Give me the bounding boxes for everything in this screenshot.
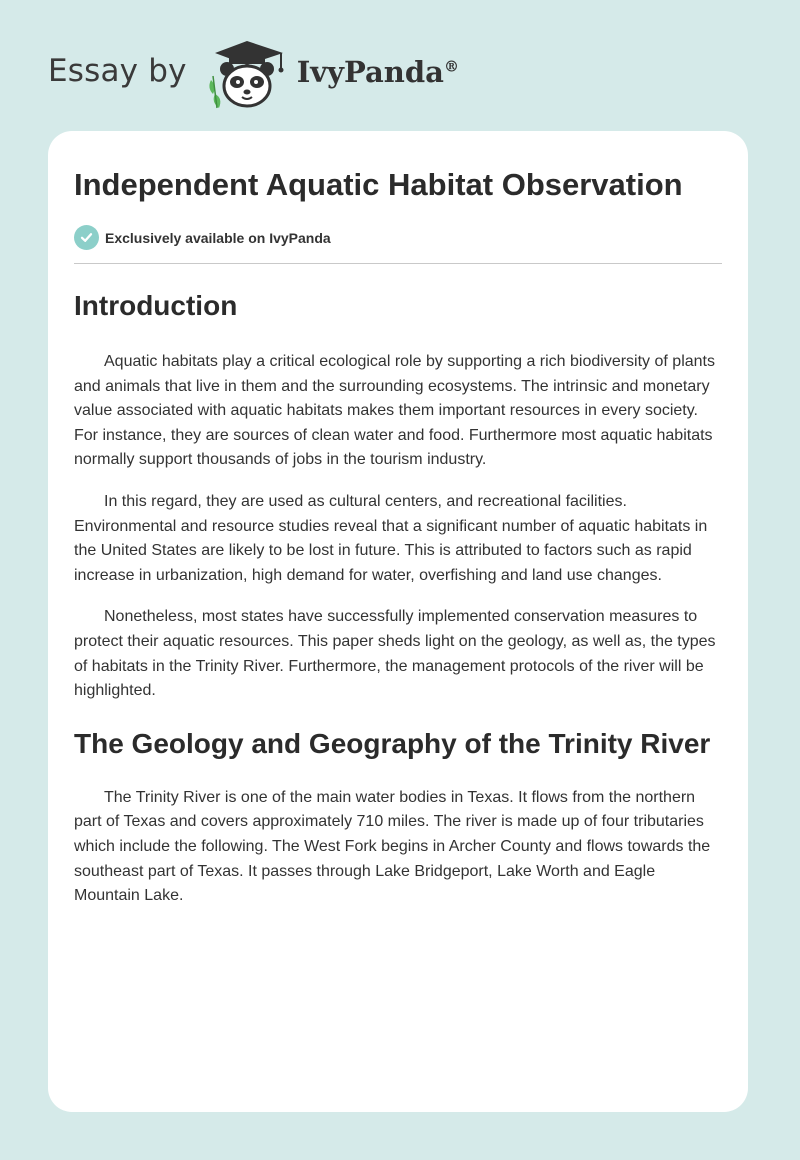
paragraph: Nonetheless, most states have successfully implemented conservation measures to protect their aquatic resources. This paper sheds light on the geology, as well as, the types of habitats in the Trinity River. Furthermore, the management protocols of the river will be highlighted.: [74, 608, 716, 700]
page-title: Independent Aquatic Habitat Observation: [74, 167, 683, 202]
paragraph: Aquatic habitats play a critical ecological role by supporting a rich biodiversity of plants and animals that live in them and the surrounding ecosystems. The intrinsic and monetary value associated with aquatic habitats makes them important resources in every society. For instance, they are sources of clean water and food. Furthermore most aquatic habitats normally support thousands of jobs in the tourism industry.: [74, 353, 715, 469]
section-heading-introduction: Introduction: [74, 290, 238, 321]
panda-logo-icon[interactable]: [201, 36, 293, 112]
brand-name[interactable]: IvyPanda®: [296, 55, 459, 89]
exclusive-label: Exclusively available on IvyPanda: [105, 229, 331, 246]
paragraph: In this regard, they are used as cultural centers, and recreational facilities. Environmental and resource studies reveal that a significant number of aquatic habitats in the United States are likely to be lost in future. This is attributed to factors such as rapid increase in urbanization, high demand for water, overfishing and land use changes.: [74, 492, 708, 584]
exclusive-badge-row: [74, 225, 722, 264]
essay-by-label: Essay by: [48, 53, 187, 89]
check-icon: [74, 225, 99, 250]
site-header: [48, 34, 459, 114]
section-heading-geology: The Geology and Geography of the Trinity River: [74, 727, 711, 759]
registered-mark: ®: [443, 57, 459, 76]
essay-card: [48, 131, 748, 1112]
paragraph: The Trinity River is one of the main water bodies in Texas. It flows from the northern part of Texas and covers approximately 710 miles. The river is made up of four tributaries which include the following. The West Fork begins in Archer County and flows towards the southeast part of Texas. It passes through Lake Bridgeport, Lake Worth and Eagle Mountain Lake.: [74, 788, 711, 905]
